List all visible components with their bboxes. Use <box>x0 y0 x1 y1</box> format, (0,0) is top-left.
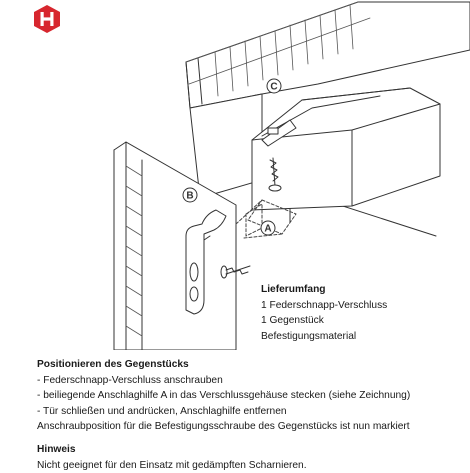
scope-heading: Lieferumfang <box>261 282 387 298</box>
positioning-line: - beiliegende Anschlaghilfe A in das Verschlussgehäuse stecken (siehe Zeichnung) <box>37 388 410 404</box>
callout-c-label: C <box>270 82 277 93</box>
callout-b-label: B <box>186 191 193 202</box>
hint-heading: Hinweis <box>37 442 307 458</box>
cabinet-top-panel <box>186 2 470 108</box>
positioning-instructions <box>37 357 410 435</box>
callout-a <box>261 221 275 235</box>
scope-item: Befestigungsmaterial <box>261 329 387 345</box>
spring-latch-housing <box>252 88 440 210</box>
hint-text: Nicht geeignet für den Einsatz mit gedämpften Scharnieren. <box>37 458 307 473</box>
scope-of-delivery <box>261 282 387 344</box>
hint-section <box>37 442 307 473</box>
positioning-line: - Federschnapp-Verschluss anschrauben <box>37 373 410 389</box>
positioning-heading: Positionieren des Gegenstücks <box>37 357 410 373</box>
positioning-line: - Tür schließen und andrücken, Anschlaghilfe entfernen <box>37 404 410 420</box>
callout-a-label: A <box>264 224 271 235</box>
positioning-line: Anschraubposition für die Befestigungsschraube des Gegenstücks ist nun markiert <box>37 419 410 435</box>
logo-letter: H <box>33 4 34 5</box>
callout-b <box>183 188 197 202</box>
callout-c <box>267 79 281 93</box>
scope-item: 1 Gegenstück <box>261 313 387 329</box>
scope-item: 1 Federschnapp-Verschluss <box>261 298 387 314</box>
